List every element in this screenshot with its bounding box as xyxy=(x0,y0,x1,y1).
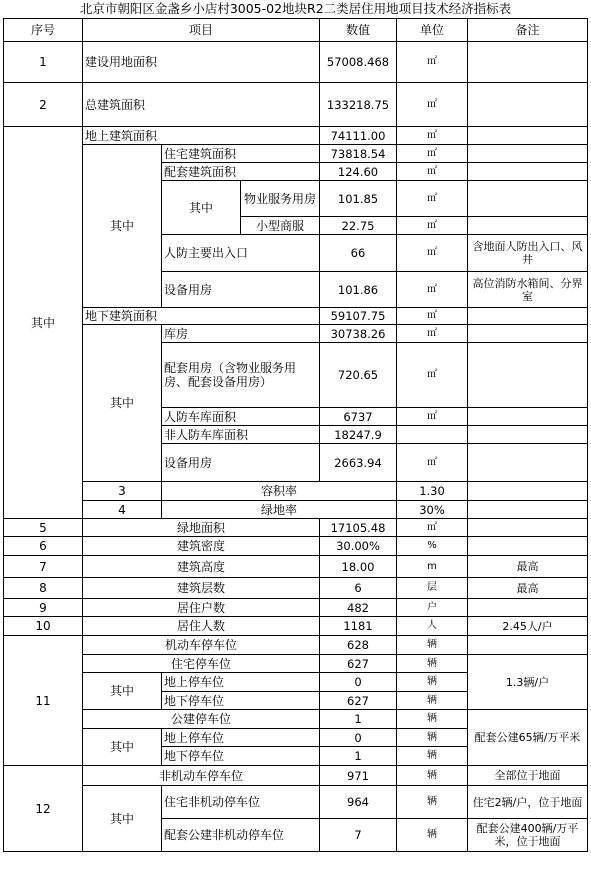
table-row xyxy=(4,83,588,127)
unit-cell: ㎡ xyxy=(397,519,468,537)
seq-cell: 7 xyxy=(4,556,83,578)
unit-cell: ㎡ xyxy=(397,83,468,127)
seq-cell: 10 xyxy=(4,617,83,636)
value-cell: 627 xyxy=(320,655,397,673)
seq-cell: 2 xyxy=(4,83,83,127)
unit-cell: ㎡ xyxy=(397,408,468,426)
unit-cell: ㎡ xyxy=(397,42,468,83)
value-cell: 30738.26 xyxy=(320,325,397,343)
item-cell: 建筑高度 xyxy=(83,556,320,578)
note-cell: 全部位于地面 xyxy=(468,766,588,786)
unit-cell: ㎡ xyxy=(397,325,468,343)
item-cell: 绿地面积 xyxy=(83,519,320,537)
table-row xyxy=(4,127,588,145)
unit-cell: ㎡ xyxy=(397,235,468,272)
unit-cell xyxy=(397,426,468,444)
table-row xyxy=(4,537,588,556)
table-row xyxy=(4,482,588,501)
note-cell xyxy=(468,444,588,482)
value-cell: 30.00% xyxy=(320,537,397,556)
unit-cell: 辆 xyxy=(397,786,468,819)
item-cell: 地下停车位 xyxy=(162,747,320,766)
note-cell xyxy=(468,343,588,408)
note-cell xyxy=(468,308,588,325)
value-cell: 59107.75 xyxy=(320,308,397,325)
header-unit: 单位 xyxy=(397,19,468,42)
item-cell: 地上停车位 xyxy=(162,673,320,692)
table-row xyxy=(4,556,588,578)
value-cell: 971 xyxy=(320,766,397,786)
unit-cell: 层 xyxy=(397,578,468,599)
unit-cell xyxy=(468,482,588,501)
item-cell: 建筑层数 xyxy=(83,578,320,599)
item-cell: 配套建筑面积 xyxy=(162,163,320,181)
unit-cell: ㎡ xyxy=(397,127,468,145)
seq-cell: 9 xyxy=(4,599,83,617)
value-cell: 2663.94 xyxy=(320,444,397,482)
item-cell: 公建停车位 xyxy=(83,710,320,729)
table-row xyxy=(4,636,588,655)
item-cell: 人防车库面积 xyxy=(162,408,320,426)
unit-cell: 辆 xyxy=(397,655,468,673)
item-cell: 配套用房（含物业服务用房、配套设备用房） xyxy=(162,343,320,408)
unit-cell: 辆 xyxy=(397,729,468,747)
value-cell: 1181 xyxy=(320,617,397,636)
note-cell xyxy=(468,519,588,537)
table-row xyxy=(4,599,588,617)
value-cell: 133218.75 xyxy=(320,83,397,127)
header-row xyxy=(4,19,588,42)
value-cell: 1 xyxy=(320,710,397,729)
group-label: 其中 xyxy=(83,729,162,766)
unit-cell: % xyxy=(397,537,468,556)
item-cell: 居住人数 xyxy=(83,617,320,636)
value-cell: 73818.54 xyxy=(320,145,397,163)
seq-cell: 6 xyxy=(4,537,83,556)
value-cell: 124.60 xyxy=(320,163,397,181)
value-cell: 66 xyxy=(320,235,397,272)
value-cell: 18.00 xyxy=(320,556,397,578)
unit-cell: 辆 xyxy=(397,710,468,729)
item-cell: 建筑密度 xyxy=(83,537,320,556)
note-cell xyxy=(468,163,588,181)
value-cell: 57008.468 xyxy=(320,42,397,83)
note-cell xyxy=(468,426,588,444)
unit-cell: ㎡ xyxy=(397,444,468,482)
indicator-table xyxy=(3,18,588,852)
item-cell: 地上建筑面积 xyxy=(83,127,320,145)
value-cell: 0 xyxy=(320,729,397,747)
note-cell: 高位消防水箱间、分界室 xyxy=(468,272,588,308)
item-cell: 设备用房 xyxy=(162,444,320,482)
note-cell xyxy=(468,408,588,426)
table-row xyxy=(4,578,588,599)
value-cell: 17105.48 xyxy=(320,519,397,537)
value-cell: 74111.00 xyxy=(320,127,397,145)
seq-cell: 3 xyxy=(83,482,162,501)
item-cell: 容积率 xyxy=(162,482,397,501)
item-cell: 建设用地面积 xyxy=(83,42,320,83)
value-cell: 627 xyxy=(320,692,397,710)
value-cell: 482 xyxy=(320,599,397,617)
value-cell: 1.30 xyxy=(397,482,468,501)
seq-cell: 12 xyxy=(4,766,83,852)
value-cell: 101.86 xyxy=(320,272,397,308)
value-cell: 6737 xyxy=(320,408,397,426)
note-cell xyxy=(468,83,588,127)
table-row xyxy=(4,786,588,819)
note-cell: 含地面人防出入口、风井 xyxy=(468,235,588,272)
table-row xyxy=(4,42,588,83)
unit-cell: ㎡ xyxy=(397,308,468,325)
unit-cell: ㎡ xyxy=(397,163,468,181)
unit-cell: 辆 xyxy=(397,819,468,852)
item-cell: 地下停车位 xyxy=(162,692,320,710)
table-row xyxy=(4,655,588,673)
table-title: 北京市朝阳区金盏乡小店村3005-02地块R2二类居住用地项目技术经济指标表 xyxy=(79,1,512,16)
unit-cell: 辆 xyxy=(397,766,468,786)
unit-cell: m xyxy=(397,556,468,578)
note-cell: 最高 xyxy=(468,578,588,599)
value-cell: 6 xyxy=(320,578,397,599)
unit-cell: 辆 xyxy=(397,747,468,766)
table-row xyxy=(4,617,588,636)
unit-cell: ㎡ xyxy=(397,181,468,217)
unit-cell: 户 xyxy=(397,599,468,617)
group-label: 其中 xyxy=(83,325,162,482)
value-cell: 720.65 xyxy=(320,343,397,408)
item-cell: 非机动车停车位 xyxy=(83,766,320,786)
item-cell: 人防主要出入口 xyxy=(162,235,320,272)
item-cell: 地上停车位 xyxy=(162,729,320,747)
note-cell: 最高 xyxy=(468,556,588,578)
value-cell: 7 xyxy=(320,819,397,852)
table-row xyxy=(4,710,588,729)
seq-cell: 11 xyxy=(4,636,83,766)
note-cell xyxy=(468,325,588,343)
note-cell xyxy=(468,181,588,217)
table-row xyxy=(4,519,588,537)
note-cell: 配套公建400辆/万平米，位于地面 xyxy=(468,819,588,852)
seq-cell: 8 xyxy=(4,578,83,599)
table-row xyxy=(4,501,588,519)
unit-cell: ㎡ xyxy=(397,343,468,408)
note-cell xyxy=(468,636,588,655)
value-cell: 628 xyxy=(320,636,397,655)
item-cell: 绿地率 xyxy=(162,501,397,519)
table-row xyxy=(4,766,588,786)
note-cell xyxy=(468,145,588,163)
item-cell: 小型商服 xyxy=(241,217,320,235)
item-cell: 设备用房 xyxy=(162,272,320,308)
item-cell: 住宅停车位 xyxy=(83,655,320,673)
item-cell: 总建筑面积 xyxy=(83,83,320,127)
item-cell: 物业服务用房 xyxy=(241,181,320,217)
table-row xyxy=(4,325,588,343)
item-cell: 住宅非机动停车位 xyxy=(162,786,320,819)
item-cell: 地下建筑面积 xyxy=(83,308,320,325)
header-item: 项目 xyxy=(83,19,320,42)
unit-cell: 辆 xyxy=(397,636,468,655)
note-cell xyxy=(468,217,588,235)
header-value: 数值 xyxy=(320,19,397,42)
unit-cell: 辆 xyxy=(397,692,468,710)
table-row xyxy=(4,145,588,163)
note-cell xyxy=(468,127,588,145)
note-cell: 住宅2辆/户，位于地面 xyxy=(468,786,588,819)
unit-cell: 辆 xyxy=(397,673,468,692)
item-cell: 非人防车库面积 xyxy=(162,426,320,444)
note-cell: 配套公建65辆/万平米 xyxy=(468,710,588,766)
header-seq: 序号 xyxy=(4,19,83,42)
group-label: 其中 xyxy=(4,127,83,519)
value-cell: 30% xyxy=(397,501,468,519)
item-cell: 住宅建筑面积 xyxy=(162,145,320,163)
unit-cell: ㎡ xyxy=(397,272,468,308)
value-cell: 1 xyxy=(320,747,397,766)
unit-cell: ㎡ xyxy=(397,217,468,235)
value-cell: 18247.9 xyxy=(320,426,397,444)
unit-cell: 人 xyxy=(397,617,468,636)
value-cell: 0 xyxy=(320,673,397,692)
group-label: 其中 xyxy=(83,673,162,710)
value-cell: 22.75 xyxy=(320,217,397,235)
group-label: 其中 xyxy=(83,145,162,308)
note-cell xyxy=(468,42,588,83)
seq-cell: 1 xyxy=(4,42,83,83)
item-cell: 库房 xyxy=(162,325,320,343)
note-cell xyxy=(468,537,588,556)
seq-cell: 5 xyxy=(4,519,83,537)
header-note: 备注 xyxy=(468,19,588,42)
item-cell: 配套公建非机动停车位 xyxy=(162,819,320,852)
group-label: 其中 xyxy=(162,181,241,235)
group-label: 其中 xyxy=(83,786,162,852)
unit-cell: ㎡ xyxy=(397,145,468,163)
item-cell: 居住户数 xyxy=(83,599,320,617)
table-row xyxy=(4,308,588,325)
value-cell: 101.85 xyxy=(320,181,397,217)
item-cell: 机动车停车位 xyxy=(83,636,320,655)
note-cell: 2.45人/户 xyxy=(468,617,588,636)
value-cell: 964 xyxy=(320,786,397,819)
note-cell xyxy=(468,599,588,617)
unit-cell xyxy=(468,501,588,519)
note-cell: 1.3辆/户 xyxy=(468,655,588,710)
seq-cell: 4 xyxy=(83,501,162,519)
